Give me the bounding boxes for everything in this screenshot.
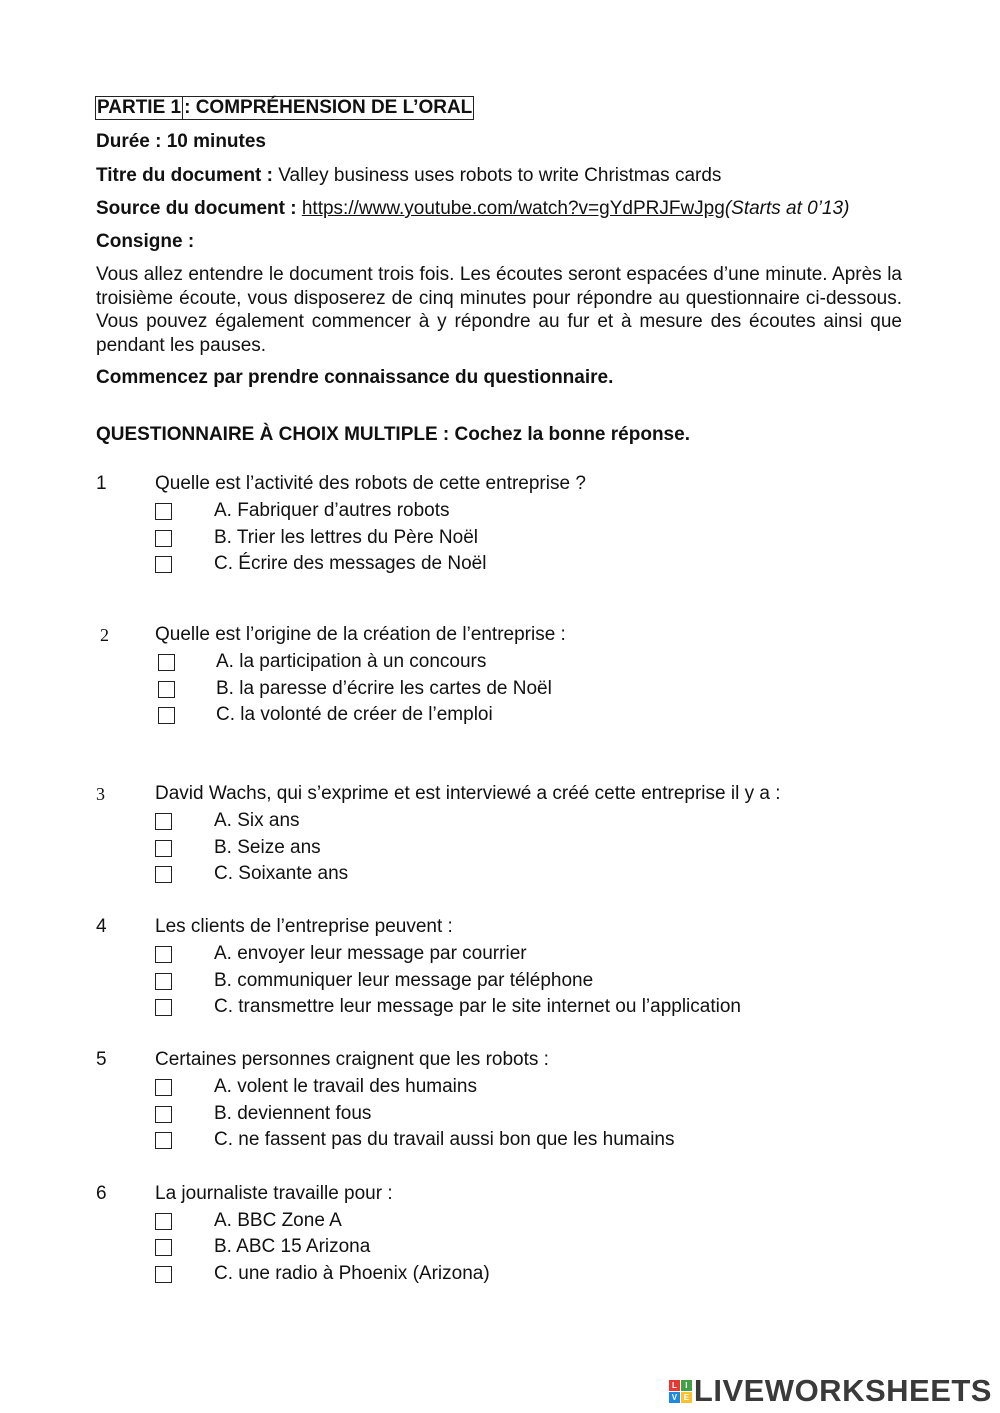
answer-option-label: C. transmettre leur message par le site internet ou l’application (214, 996, 741, 1017)
answer-checkbox[interactable] (155, 556, 172, 573)
qcm-heading: QUESTIONNAIRE À CHOIX MULTIPLE : Cochez la bonne réponse. (96, 424, 690, 445)
answer-option-label: B. communiquer leur message par téléphone (214, 970, 594, 991)
question-number: 6 (96, 1183, 107, 1204)
logo-letter: I (681, 1380, 692, 1391)
answer-option-label: A. volent le travail des humains (214, 1076, 477, 1097)
document-title-value: Valley business uses robots to write Christmas cards (278, 165, 722, 186)
question-number: 3 (96, 784, 105, 804)
question-text: Quelle est l’origine de la création de l’entreprise : (155, 624, 566, 645)
question-number: 2 (100, 625, 109, 645)
answer-option-label: C. une radio à Phoenix (Arizona) (214, 1263, 490, 1284)
start-note: Commencez par prendre connaissance du questionnaire. (96, 367, 614, 388)
duration: Durée : 10 minutes (96, 131, 266, 152)
question-text: Certaines personnes craignent que les robots : (155, 1049, 549, 1070)
answer-checkbox[interactable] (155, 840, 172, 857)
answer-checkbox[interactable] (155, 530, 172, 547)
answer-checkbox[interactable] (158, 654, 175, 671)
answer-option-label: C. la volonté de créer de l’emploi (216, 704, 493, 725)
answer-option-label: B. deviennent fous (214, 1103, 372, 1124)
question-text: Les clients de l’entreprise peuvent : (155, 916, 453, 937)
instruction-text: Vous allez entendre le document trois fois. Les écoutes seront espacées d’une minute. Après la troisième écoute, vous disposerez de cinq minutes pour répondre au questionnaire ci-dessous. Vous pouvez également commencer à y répondre au fur et à mesure des écoutes ainsi que pendant les pauses. (96, 264, 902, 356)
question-text: Quelle est l’activité des robots de cette entreprise ? (155, 473, 586, 494)
answer-checkbox[interactable] (155, 973, 172, 990)
answer-option-label: B. ABC 15 Arizona (214, 1236, 371, 1257)
question-number: 5 (96, 1049, 107, 1070)
answer-checkbox[interactable] (155, 1213, 172, 1230)
answer-option-label: B. la paresse d’écrire les cartes de Noël (216, 678, 552, 699)
part-title (95, 96, 474, 120)
document-title-label: Titre du document : (96, 165, 273, 186)
answer-option-label: A. envoyer leur message par courrier (214, 943, 527, 964)
document-source-label: Source du document : (96, 198, 297, 219)
answer-option-label: A. la participation à un concours (216, 651, 487, 672)
answer-checkbox[interactable] (155, 1079, 172, 1096)
source-link[interactable]: https://www.youtube.com/watch?v=gYdPRJFwJpg (301, 198, 725, 219)
logo-letter: L (669, 1380, 680, 1391)
answer-option-label: B. Trier les lettres du Père Noël (214, 527, 478, 548)
answer-checkbox[interactable] (155, 1266, 172, 1283)
question-number: 4 (96, 916, 107, 937)
answer-checkbox[interactable] (155, 813, 172, 830)
answer-checkbox[interactable] (155, 866, 172, 883)
answer-checkbox[interactable] (158, 707, 175, 724)
logo-letter: V (669, 1392, 680, 1403)
answer-option-label: A. BBC Zone A (214, 1210, 342, 1231)
answer-option-label: A. Six ans (214, 810, 300, 831)
logo-text: LIVEWORKSHEETS (693, 1373, 992, 1408)
question-text: David Wachs, qui s’exprime et est interviewé a créé cette entreprise il y a : (155, 783, 781, 804)
question-text: La journaliste travaille pour : (155, 1183, 393, 1204)
answer-checkbox[interactable] (155, 1132, 172, 1149)
answer-checkbox[interactable] (155, 1106, 172, 1123)
part-number: PARTIE 1 (97, 97, 182, 118)
liveworksheets-logo (669, 1373, 992, 1409)
answer-checkbox[interactable] (155, 946, 172, 963)
instruction-label: Consigne : (96, 231, 195, 252)
source-note: (Starts at 0’13) (724, 198, 850, 219)
answer-checkbox[interactable] (155, 503, 172, 520)
answer-checkbox[interactable] (158, 681, 175, 698)
answer-checkbox[interactable] (155, 1239, 172, 1256)
question-number: 1 (96, 473, 107, 494)
answer-option-label: C. ne fassent pas du travail aussi bon que les humains (214, 1129, 675, 1150)
document-source-line (96, 198, 849, 220)
answer-option-label: C. Soixante ans (214, 863, 349, 884)
logo-letter: E (681, 1392, 692, 1403)
logo-mark-icon (669, 1380, 692, 1403)
answer-option-label: B. Seize ans (214, 837, 321, 858)
answer-option-label: C. Écrire des messages de Noël (214, 553, 487, 574)
answer-checkbox[interactable] (155, 999, 172, 1016)
document-title-line (96, 165, 721, 187)
answer-option-label: A. Fabriquer d’autres robots (214, 500, 450, 521)
part-heading: : COMPRÉHENSION DE L’ORAL (184, 97, 473, 118)
